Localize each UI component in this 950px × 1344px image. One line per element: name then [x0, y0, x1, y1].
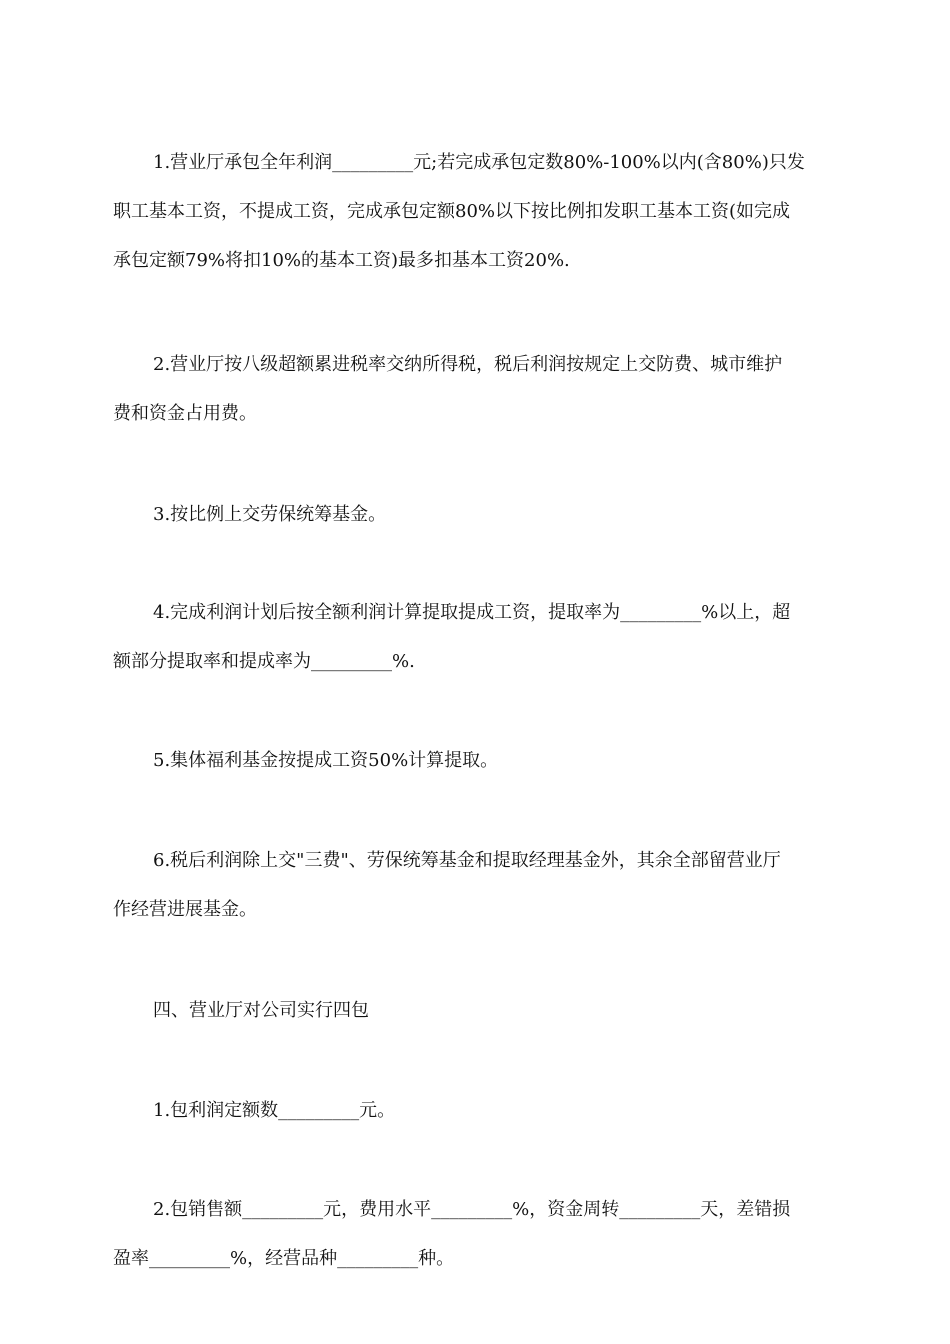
- paragraph-profit-quota: [113, 1086, 838, 1135]
- paragraph-line: 费和资金占用费。: [113, 403, 257, 424]
- paragraph-line: 2.包销售额_________元，费用水平_________%，资金周转_________天，差错损: [153, 1199, 791, 1220]
- paragraph-sales-quota: [113, 1185, 838, 1283]
- paragraph-line: 6.税后利润除上交"三费"、劳保统筹基金和提取经理基金外，其余全部留营业厅: [153, 850, 781, 871]
- paragraph-line: 作经营进展基金。: [113, 899, 257, 920]
- paragraph-line: 承包定额79%将扣10%的基本工资)最多扣基本工资20%.: [113, 250, 570, 271]
- paragraph-commission-wage: [113, 588, 838, 686]
- paragraph-line: 4.完成利润计划后按全额利润计算提取提成工资，提取率为_________%以上，超: [153, 602, 791, 623]
- paragraph-line: 盈率_________%，经营品种_________种。: [113, 1248, 455, 1269]
- paragraph-line: 1.营业厅承包全年利润_________元;若完成承包定数80%-100%以内(含80%)只发: [153, 152, 805, 173]
- paragraph-line: 2.营业厅按八级超额累进税率交纳所得税，税后利润按规定上交防费、城市维护: [153, 354, 783, 375]
- paragraph-welfare-fund: [113, 736, 838, 785]
- paragraph-labor-fund: [113, 490, 838, 539]
- paragraph-line: 3.按比例上交劳保统筹基金。: [153, 504, 387, 525]
- paragraph-after-tax-profit: [113, 836, 838, 934]
- paragraph-line: 职工基本工资，不提成工资，完成承包定额80%以下按比例扣发职工基本工资(如完成: [113, 201, 791, 222]
- section-heading-four-contracts: [113, 986, 838, 1035]
- paragraph-line: 四、营业厅对公司实行四包: [153, 1000, 369, 1021]
- paragraph-line: 1.包利润定额数_________元。: [153, 1100, 396, 1121]
- paragraph-income-tax: [113, 340, 838, 438]
- paragraph-profit-contract: [113, 138, 838, 285]
- paragraph-line: 5.集体福利基金按提成工资50%计算提取。: [153, 750, 499, 771]
- paragraph-line: 额部分提取率和提成率为_________%.: [113, 651, 415, 672]
